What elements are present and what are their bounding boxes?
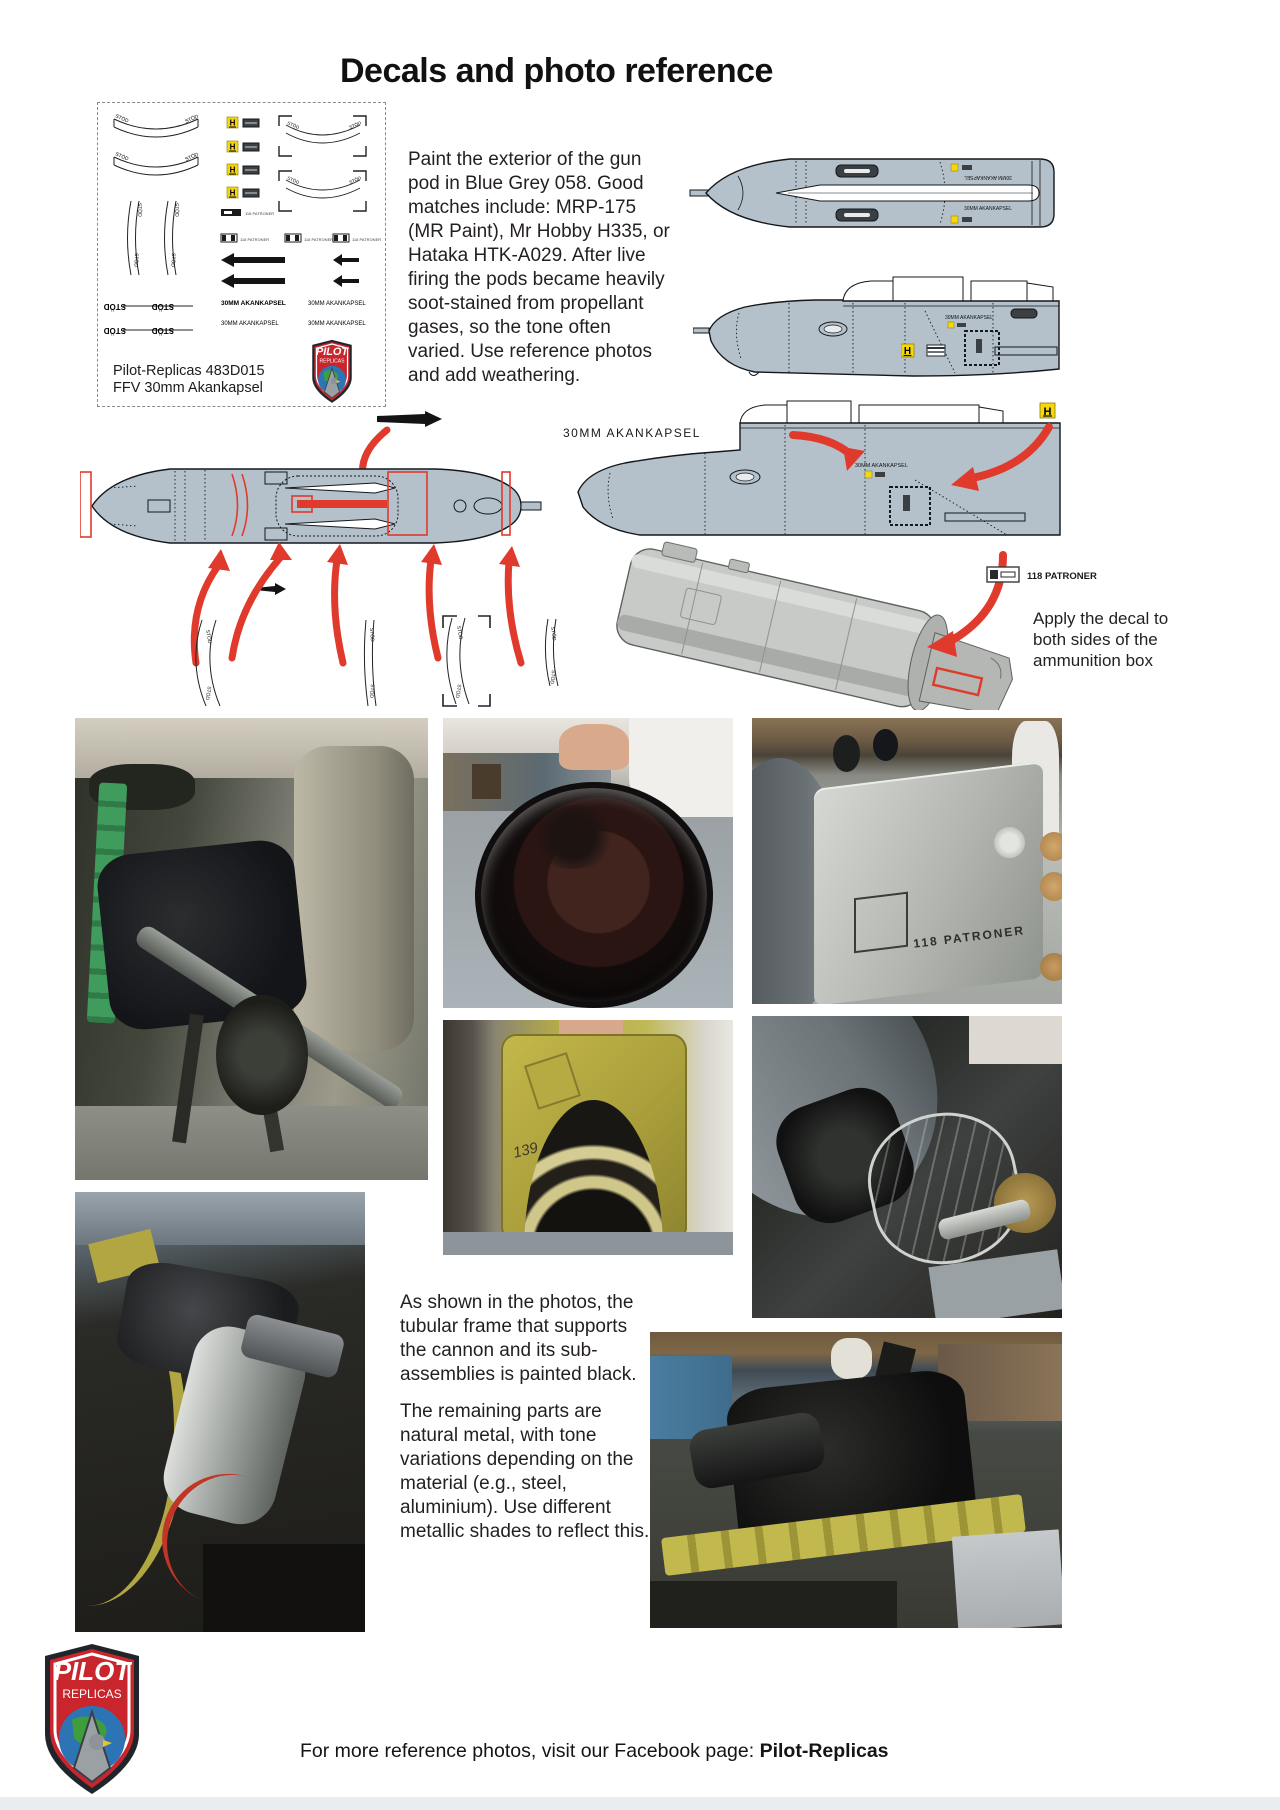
gun-pod-bottom-view [80, 469, 541, 543]
footer-note-text: For more reference photos, visit our Facebook page: [300, 1740, 760, 1762]
akankapsel-drawing-label: 30MM AKANKAPSEL [945, 315, 994, 321]
arrow-decal [377, 411, 442, 427]
photo-stencil-text: 118 PATRONER [912, 922, 1026, 951]
patroner-decal-label: 118 PATRONER [304, 237, 334, 242]
logo-text-pilot: PILOT [53, 1656, 131, 1686]
h-decal: H [229, 142, 236, 152]
footer-note [300, 1740, 889, 1763]
stod-decal-label: STÖD [114, 113, 130, 125]
photo-cannon-bench [650, 1332, 1062, 1628]
akankapsel-decal-label: 30MM AKANKAPSEL [308, 321, 366, 327]
stod-decal-label: STÖD [348, 120, 362, 130]
photo-cannon-workshop [75, 718, 428, 1180]
frame-paint-note: As shown in the photos, the tubular frame that supports the cannon and its sub-assemblies is painted black. [400, 1292, 637, 1385]
stod-decal-label: STÖD [169, 252, 176, 268]
gun-pod-top-view [688, 152, 1064, 236]
h-decal: H [229, 188, 236, 198]
akankapsel-drawing-label: 30MM AKANKAPSEL [855, 463, 908, 469]
stod-decal-label: STÖD [286, 175, 301, 186]
stod-decal-label: STÖD [184, 151, 200, 163]
stod-decal-label: STÖD [368, 683, 375, 699]
stod-decal-label: STÖD [204, 629, 213, 645]
svg-text:STÖD: STÖD [103, 302, 126, 311]
stod-decal-label: STÖD [286, 120, 301, 131]
brand-logo-footer [42, 1642, 142, 1797]
photo-handwritten-number: 139 [510, 1139, 540, 1162]
paint-note: Paint the exterior of the gun pod in Blue Grey 058. Good matches include: MRP-175 (MR Paint), Mr Hobby H335, or Hataka HTK-A029. After live firing the pods became heavily soot-stained from propellant gases, so the tone often varied. Use reference photos and add weathering. [408, 149, 670, 386]
footer-note-bold: Pilot-Replicas [759, 1740, 889, 1762]
page-title: Decals and photo reference [340, 52, 773, 90]
stod-decal-label: STÖD [455, 625, 464, 641]
brand-logo-small [312, 340, 351, 403]
svg-text:STÖD: STÖD [151, 326, 174, 335]
stod-decal-label: STÖD [184, 113, 200, 125]
red-arrows [194, 558, 521, 663]
stod-mirror-strips [104, 302, 193, 335]
ammo-cylinder-render [613, 535, 1025, 710]
gun-pod-side-view [693, 273, 1063, 387]
patroner-decal-swatch [987, 567, 1019, 582]
patroner-callout: 118 PATRONER [1027, 571, 1097, 582]
product-name: FFV 30mm Akankapsel [113, 380, 263, 396]
svg-text:H: H [1043, 406, 1052, 418]
stod-decal-label: STÖD [173, 202, 180, 217]
h-decal: H [229, 118, 236, 128]
akankapsel-drawing-label: 30MM AKANKAPSEL [963, 206, 1013, 212]
svg-text:H: H [903, 346, 912, 357]
akankapsel-decal-label: 30MM AKANKAPSEL [308, 301, 366, 307]
page-bottom-strip [0, 1797, 1280, 1810]
stod-decal-label: STÖD [114, 151, 130, 163]
decal-sheet-drawing [98, 103, 385, 406]
stod-decal-label: STÖD [348, 175, 362, 185]
stod-decal-label: STÖD [136, 202, 143, 217]
photo-pod-interior [75, 1192, 365, 1632]
patroner-decal-label: 118 PATRONER [245, 211, 275, 216]
h-and-flag-decals [901, 342, 953, 360]
stod-decal-label: STÖD [132, 252, 139, 268]
stod-decal-label: STÖD [368, 627, 375, 642]
stod-decal-label: STÖD [549, 626, 557, 642]
arrow-decals [221, 253, 359, 288]
stod-decal-label: STÖD [548, 669, 556, 685]
red-arrowheads [208, 542, 520, 571]
photo-cannon-in-pod [752, 1016, 1062, 1318]
product-code: Pilot-Replicas 483D015 [113, 363, 265, 379]
h-decal: H [229, 165, 236, 175]
svg-text:STÖD: STÖD [151, 302, 174, 311]
stod-decal-label: STÖD [203, 685, 212, 701]
svg-text:STÖD: STÖD [103, 326, 126, 335]
photo-yellow-bulkhead [443, 1020, 733, 1255]
patroner-decal-label: 118 PATRONER [240, 237, 270, 242]
decal-sheet-box [97, 102, 386, 407]
akankapsel-drawing-label: 30MM AKANKAPSEL [963, 174, 1013, 180]
gun-pod-bottom-view-cluster [80, 408, 570, 718]
photo-ammo-box-silver [752, 718, 1062, 1004]
akankapsel-decal-label: 30MM AKANKAPSEL [221, 300, 286, 307]
akankapsel-decal-label: 30MM AKANKAPSEL [221, 321, 279, 327]
metal-finish-note: The remaining parts are natural metal, with tone variations depending on the material (e.g., steel, aluminium). Use different metallic shades to reflect this. [400, 1401, 650, 1542]
stod-decal-label: STÖD [453, 683, 462, 699]
svg-text:PILOT: PILOT [315, 345, 349, 358]
photo-ammo-drum [443, 718, 733, 1008]
h-decal-standalone [1040, 403, 1055, 418]
logo-text-replicas: REPLICAS [62, 1687, 122, 1701]
svg-text:REPLICAS: REPLICAS [319, 358, 345, 365]
apply-decal-note: Apply the decal to both sides of the ammunition box [1033, 609, 1169, 670]
akankapsel-callout: 30MM AKANKAPSEL [563, 426, 701, 440]
patroner-decal-label: 118 PATRONER [352, 237, 382, 242]
